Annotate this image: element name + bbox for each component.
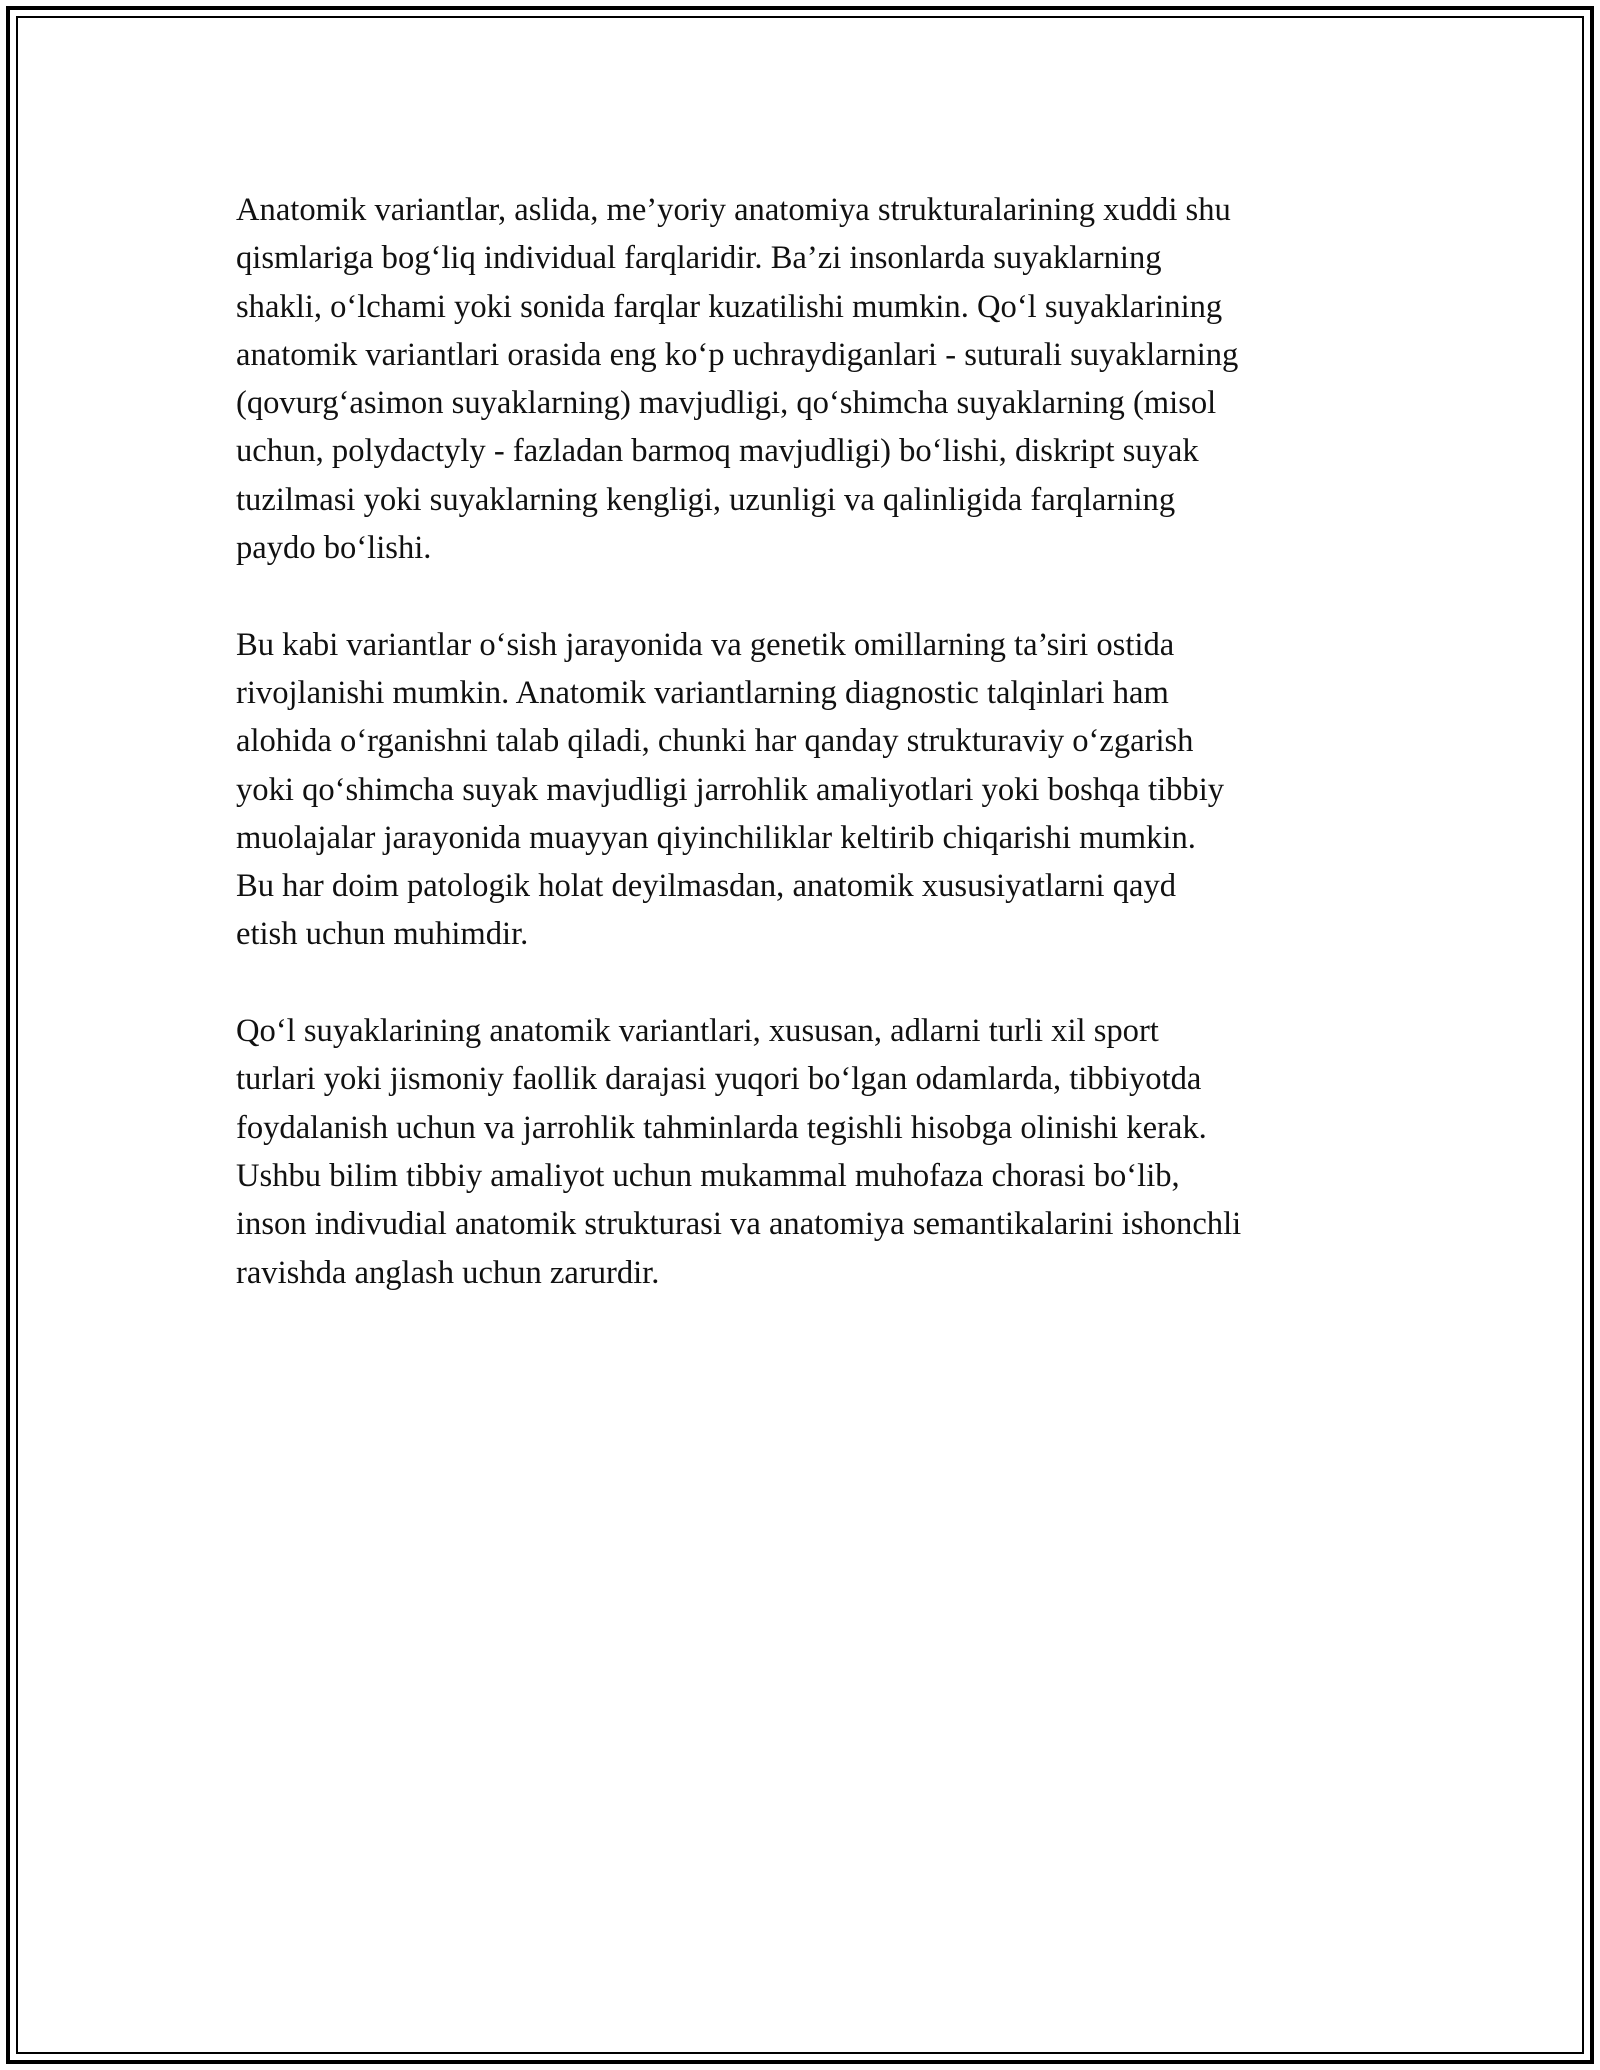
- text-line: etish uchun muhimdir.: [236, 916, 529, 953]
- paragraph-3: [236, 1007, 1386, 1297]
- text-line: Anatomik variantlar, aslida, me’yoriy anatomiya strukturalarining xuddi shu: [236, 192, 1231, 228]
- text-line: muolajalar jarayonida muayyan qiyinchiliklar keltirib chiqarishi mumkin.: [236, 819, 1196, 856]
- text-line: Bu har doim patologik holat deyilmasdan, anatomik xususiyatlarni qayd: [236, 868, 1177, 905]
- paragraph-2: [236, 621, 1386, 959]
- text-line: Bu kabi variantlar o‘sish jarayonida va genetik omillarning ta’siri ostida: [236, 626, 1175, 663]
- text-line: paydo bo‘lishi.: [236, 530, 432, 567]
- text-line: rivojlanishi mumkin. Anatomik variantlarning diagnostic talqinlari ham: [236, 674, 1169, 711]
- text-line: foydalanish uchun va jarrohlik tahminlarda tegishli hisobga olinishi kerak.: [236, 1109, 1207, 1146]
- text-line: qismlariga bog‘liq individual farqlaridir. Ba’zi insonlarda suyaklarning: [236, 240, 1162, 277]
- text-line: yoki qo‘shimcha suyak mavjudligi jarrohlik amaliyotlari yoki boshqa tibbiy: [236, 771, 1225, 808]
- text-line: turlari yoki jismoniy faollik darajasi yuqori bo‘lgan odamlarda, tibbiyotda: [236, 1061, 1202, 1098]
- text-line: anatomik variantlari orasida eng ko‘p uchraydiganlari - suturali suyaklarning: [236, 336, 1239, 373]
- text-line: Ushbu bilim tibbiy amaliyot uchun mukammal muhofaza chorasi bo‘lib,: [236, 1157, 1180, 1194]
- text-line: ravishda anglash uchun zarurdir.: [236, 1254, 660, 1291]
- text-line: tuzilmasi yoki suyaklarning kengligi, uzunligi va qalinligida farqlarning: [236, 481, 1176, 518]
- text-line: alohida o‘rganishni talab qiladi, chunki har qanday strukturaviy o‘zgarish: [236, 723, 1194, 760]
- paragraph-1: [236, 186, 1386, 572]
- document-body: [236, 186, 1386, 1345]
- text-line: (qovurg‘asimon suyaklarning) mavjudligi, qo‘shimcha suyaklarning (misol: [236, 385, 1217, 422]
- text-line: uchun, polydactyly - fazladan barmoq mavjudligi) bo‘lishi, diskript suyak: [236, 433, 1199, 470]
- text-line: shakli, o‘lchami yoki sonida farqlar kuzatilishi mumkin. Qo‘l suyaklarining: [236, 288, 1223, 325]
- text-line: Qo‘l suyaklarining anatomik variantlari, xususan, adlarni turli xil sport: [236, 1013, 1159, 1050]
- text-line: inson indivudial anatomik strukturasi va anatomiya semantikalarini ishonchli: [236, 1206, 1242, 1243]
